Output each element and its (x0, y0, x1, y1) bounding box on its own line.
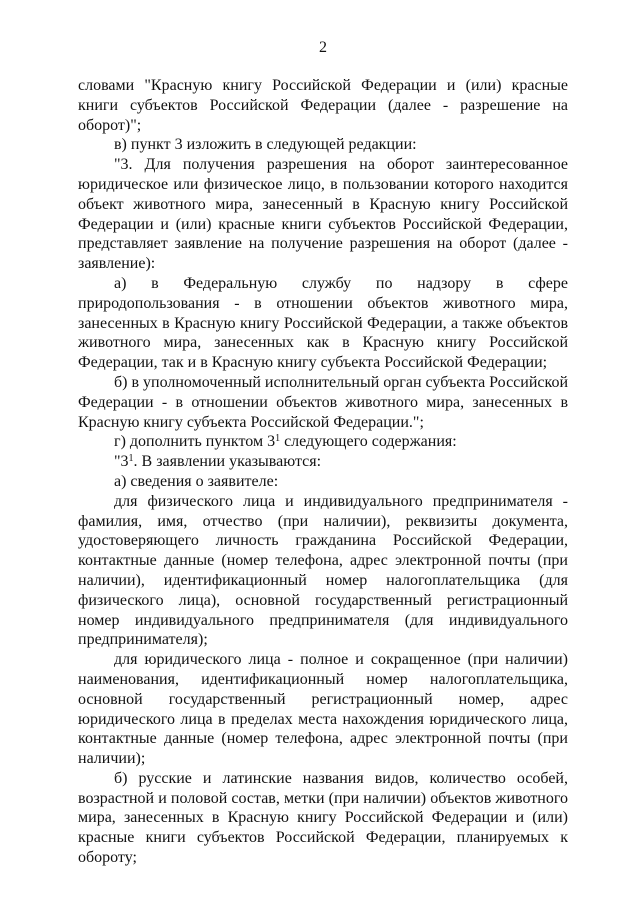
paragraph-subitem-b-species: б) русские и латинские названия видов, количество особей, возрастной и половой состав, метки (при наличии) объектов животного мира, занесенных в Красную книгу Российской Федерации и (или) красные книги субъектов Российской Федерации, планируемых к обороту; (78, 769, 568, 867)
paragraph-clause-3-1 (78, 452, 568, 472)
paragraph-item-g (78, 432, 568, 452)
page-number: 2 (319, 39, 327, 56)
paragraph-subitem-a-federal-service: а) в Федеральную службу по надзору в сфере природопользования - в отношении объектов животного мира, занесенных в Красную книгу Российской Федерации, а также объектов животного мира, занесенных как в Красную книгу Российской Федерации, так и в Красную книгу субъекта Российской Федерации; (78, 274, 568, 372)
paragraph-item-v: в) пункт 3 изложить в следующей редакции: (114, 136, 417, 154)
paragraph-clause-3-1-text-before: "3 (114, 453, 129, 471)
superscript-1: 1 (128, 453, 134, 465)
paragraph-individual-applicant: для физического лица и индивидуального предпринимателя - фамилия, имя, отчество (при наличии), реквизиты документа, удостоверяющего личность гражданина Российской Федерации, контактные данные (номер телефона, адрес электронной почты (при наличии), идентификационный номер налогоплательщика (для физического лица), основной государственный регистрационный номер индивидуального предпринимателя (для индивидуального предпринимателя); (78, 492, 568, 649)
document-page (78, 38, 568, 868)
paragraph-clause-3: "3. Для получения разрешения на оборот заинтересованное юридическое или физическое лицо, в пользовании которого находится объект животного мира, занесенный в Красную книгу Российской Федерации и (или) красные книги субъектов Российской Федерации, представляет заявление на получение разрешения на оборот (далее - заявление): (78, 156, 568, 273)
paragraph-legal-entity-applicant: для юридического лица - полное и сокращенное (при наличии) наименования, идентификационный номер налогоплательщика, основной государственный регистрационный номер, адрес юридического лица в пределах места нахождения юридического лица, контактные данные (номер телефона, адрес электронной почты (при наличии); (78, 651, 568, 768)
paragraph-item-g-text-after: следующего содержания: (280, 433, 457, 451)
paragraph-subitem-a-applicant: а) сведения о заявителе: (114, 472, 279, 490)
paragraph-continuation: словами "Красную книгу Российской Федерации и (или) красные книги субъектов Российской Федерации (далее - разрешение на оборот)"; (78, 77, 568, 134)
paragraph-subitem-b-regional-body: б) в уполномоченный исполнительный орган субъекта Российской Федерации - в отношении объектов животного мира, занесенных в Красную книгу субъекта Российской Федерации."; (78, 373, 569, 431)
paragraph-clause-3-1-text-after: . В заявлении указываются: (133, 453, 322, 471)
superscript-1: 1 (275, 433, 281, 445)
paragraph-item-g-text-before: г) дополнить пунктом 3 (114, 433, 276, 451)
